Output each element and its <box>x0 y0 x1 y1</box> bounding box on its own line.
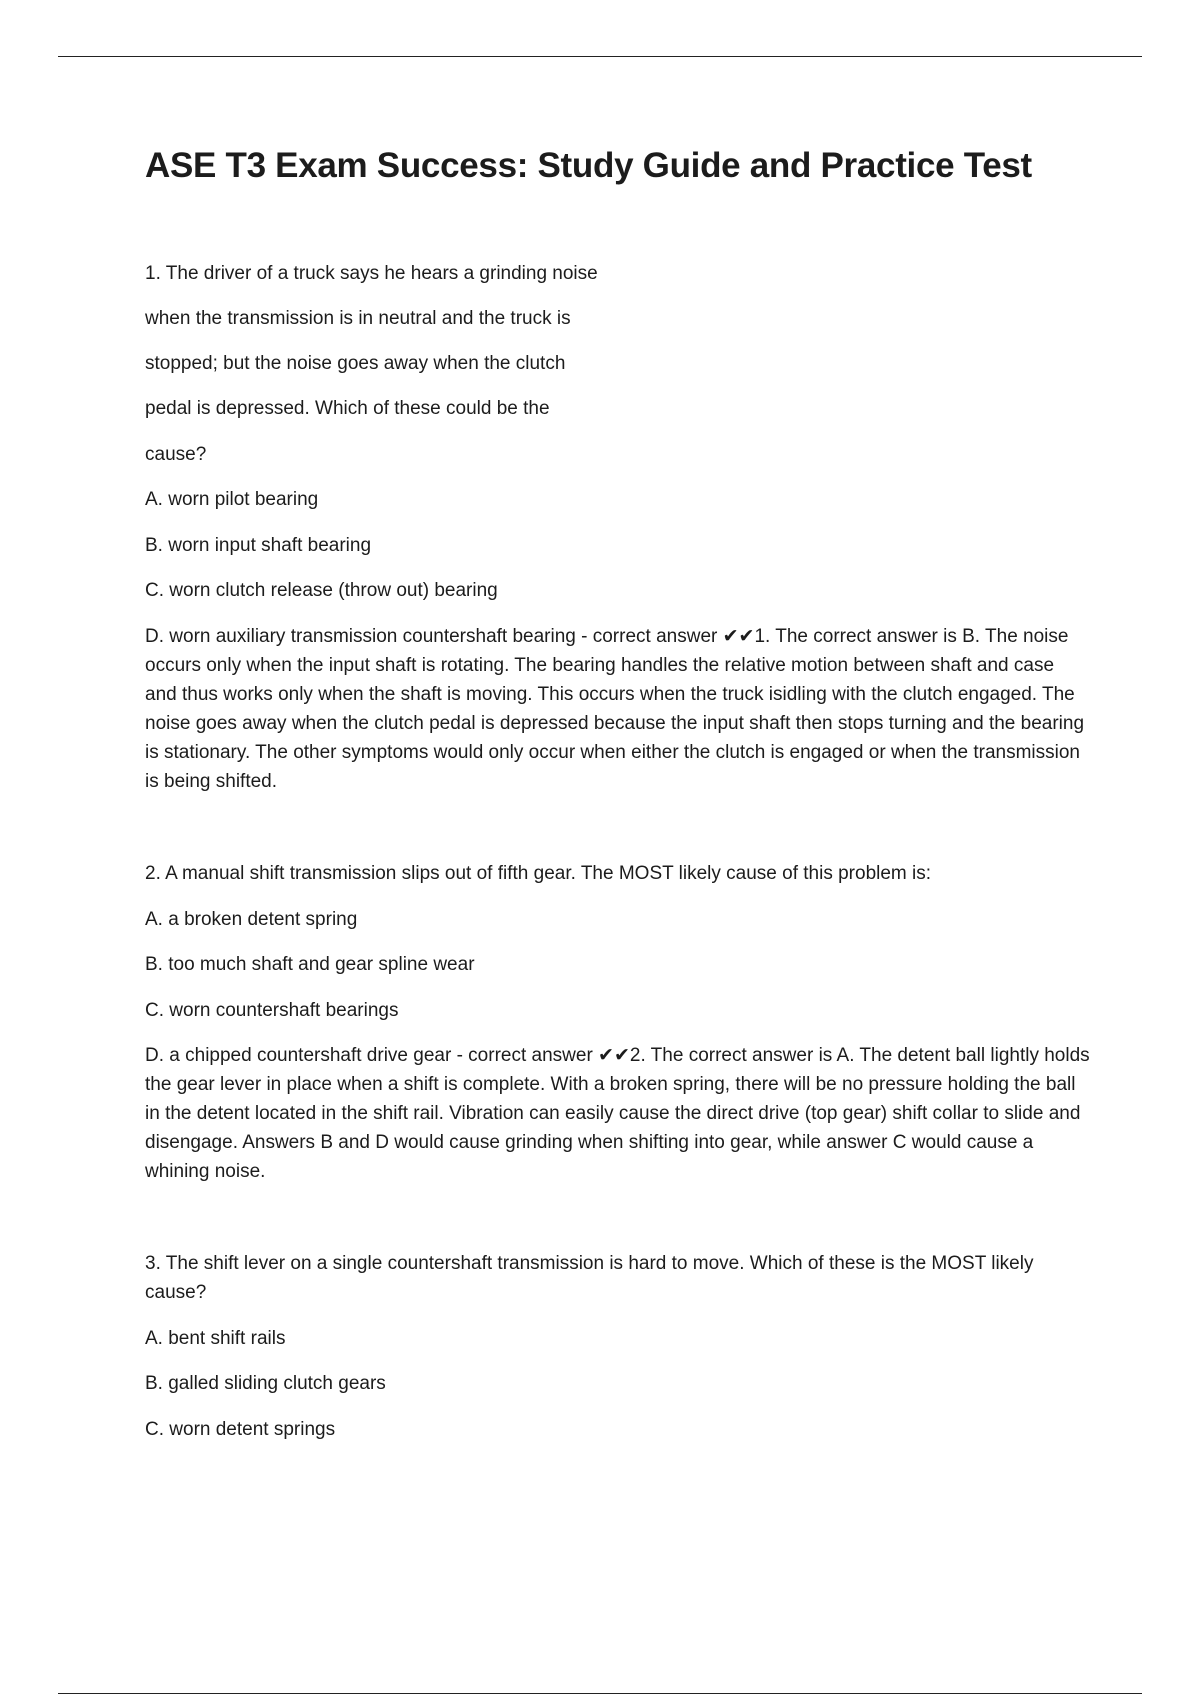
q1-stem-line: cause? <box>145 444 207 465</box>
q2-stem: 2. A manual shift transmission slips out of fifth gear. The MOST likely cause of this problem is: <box>145 863 932 884</box>
top-rule <box>58 56 1142 57</box>
q2-option-b: B. too much shaft and gear spline wear <box>145 954 475 975</box>
q2-option-a: A. a broken detent spring <box>145 909 358 930</box>
q1-stem-line: 1. The driver of a truck says he hears a grinding noise <box>145 263 598 284</box>
q3-stem: 3. The shift lever on a single countershaft transmission is hard to move. Which of these is the MOST likely cause? <box>145 1253 1034 1303</box>
q3-option-c: C. worn detent springs <box>145 1419 336 1440</box>
bottom-rule <box>58 1693 1142 1694</box>
q3-option-b: B. galled sliding clutch gears <box>145 1373 386 1394</box>
q1-option-b: B. worn input shaft bearing <box>145 535 372 556</box>
q3-option-a: A. bent shift rails <box>145 1328 286 1349</box>
document-title: ASE T3 Exam Success: Study Guide and Practice Test <box>145 146 1032 185</box>
q1-option-a: A. worn pilot bearing <box>145 489 319 510</box>
q2-answer-paragraph: D. a chipped countershaft drive gear - correct answer ✔✔2. The correct answer is A. The detent ball lightly holds the gear lever in place when a shift is complete. With a broken spring, there will be no pressure holding the ball in the detent located in the shift rail. Vibration can easily cause the direct drive (top gear) shift collar to slide and disengage. Answers B and D would cause grinding when shifting into gear, while answer C would cause a whining noise. <box>145 1045 1090 1182</box>
q1-option-c: C. worn clutch release (throw out) bearing <box>145 580 498 601</box>
q1-stem-line: stopped; but the noise goes away when the clutch <box>145 353 566 374</box>
q1-answer-paragraph: D. worn auxiliary transmission countershaft bearing - correct answer ✔✔1. The correct answer is B. The noise occurs only when the input shaft is rotating. The bearing handles the relative motion between shaft and case and thus works only when the shaft is moving. This occurs when the truck isidling with the clutch engaged. The noise goes away when the clutch pedal is depressed because the input shaft then stops turning and the bearing is stationary. The other symptoms would only occur when either the clutch is engaged or when the transmission is being shifted. <box>145 626 1085 792</box>
q1-stem-line: when the transmission is in neutral and the truck is <box>145 308 571 329</box>
q2-option-c: C. worn countershaft bearings <box>145 1000 399 1021</box>
q1-stem-line: pedal is depressed. Which of these could be the <box>145 398 550 419</box>
